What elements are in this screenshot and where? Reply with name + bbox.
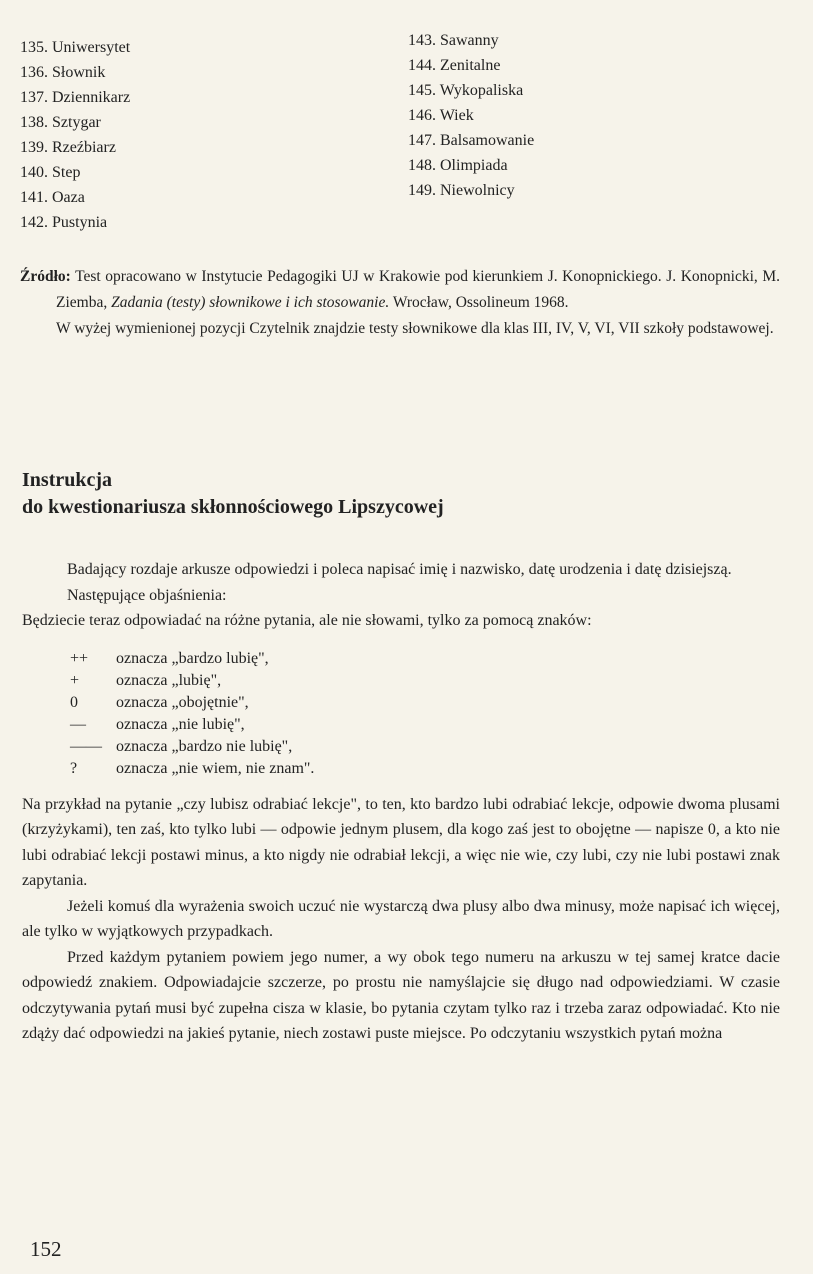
- source-text: Test opracowano w Instytucie Pedagogiki UJ w Krakowie pod kierunkiem J. Konopnickiego. J. Konopnicki, M. Ziemba,: [56, 268, 780, 311]
- legend-text: oznacza „bardzo lubię",: [116, 649, 269, 667]
- list-item: 149. Niewolnicy: [408, 182, 515, 199]
- paragraph: Przed każdym pytaniem powiem jego numer, a wy obok tego numeru na arkuszu w tej samej kratce dacie odpowiedź znakiem. Odpowiadajcie szczerze, po prostu nie namyślajcie się długo nad odpowiedziami. W czasie odczytywania pytań musi być zupełna cisza w klasie, bo pytania czytam tylko raz i trzeba zaraz odpowiadać. Kto nie zdąży dać odpowiedzi na jakieś pytanie, niech zostawi puste miejsce. Po odczytaniu wszystkich pytań można: [22, 948, 780, 1042]
- legend-text: oznacza „nie lubię",: [116, 715, 245, 733]
- legend-row: [70, 692, 780, 714]
- word-list-left: [20, 35, 130, 235]
- legend-text: oznacza „lubię",: [116, 671, 222, 689]
- legend-row: [70, 714, 780, 736]
- legend-row: [70, 758, 780, 780]
- legend-symbol: ——: [70, 737, 102, 755]
- heading-line-2: do kwestionariusza skłonnościowego Lipszycowej: [22, 496, 444, 518]
- symbol-legend: [70, 648, 780, 780]
- list-item: 142. Pustynia: [20, 214, 108, 231]
- legend-row: [70, 648, 780, 670]
- legend-text: oznacza „nie wiem, nie znam".: [116, 759, 315, 777]
- list-item: 136. Słownik: [20, 64, 106, 81]
- legend-symbol: +: [70, 671, 80, 689]
- legend-text: oznacza „bardzo nie lubię",: [116, 737, 293, 755]
- list-item: 144. Zenitalne: [408, 57, 501, 74]
- source-citation: [20, 264, 780, 316]
- heading-line-1: Instrukcja: [22, 469, 113, 491]
- list-item: 147. Balsamowanie: [408, 132, 535, 149]
- list-item: 146. Wiek: [408, 107, 474, 124]
- legend-text: oznacza „obojętnie",: [116, 693, 249, 711]
- legend-row: [70, 670, 780, 692]
- paragraph: Jeżeli komuś dla wyrażenia swoich uczuć nie wystarczą dwa plusy albo dwa minusy, może napisać ich więcej, ale tylko w wyjątkowych przypadkach.: [22, 897, 780, 940]
- list-item: 148. Olimpiada: [408, 157, 508, 174]
- list-item: 138. Sztygar: [20, 114, 101, 131]
- paragraph: Na przykład na pytanie „czy lubisz odrabiać lekcje", to ten, kto bardzo lubi odrabiać lekcje, odpowie dwoma plusami (krzyżykami), ten zaś, kto tylko lubi — odpowie jednym plusem, dla kogo zaś jest to obojętne — napisze 0, a kto nie lubi odrabiać lekcji postawi minus, a kto nigdy nie odrabiał lekcji, a więc nie wie, czy lubi, czy nie lubi postawi znak zapytania.: [22, 795, 780, 889]
- source-publisher: Wrocław, Ossolineum 1968.: [389, 294, 569, 311]
- list-item: 141. Oaza: [20, 189, 85, 206]
- legend-symbol: ++: [70, 649, 89, 667]
- word-list-right: [408, 28, 534, 203]
- paragraph: Następujące objaśnienia:: [67, 586, 227, 604]
- list-item: 143. Sawanny: [408, 32, 499, 49]
- legend-symbol: 0: [70, 693, 78, 711]
- source-title: Zadania (testy) słownikowe i ich stosowanie.: [111, 294, 390, 311]
- source-remark: W wyżej wymienionej pozycji Czytelnik znajdzie testy słownikowe dla klas III, IV, V, VI, VII szkoły podstawowej.: [56, 320, 774, 337]
- paragraph: Będziecie teraz odpowiadać na różne pytania, ale nie słowami, tylko za pomocą znaków:: [22, 612, 592, 629]
- list-item: 135. Uniwersytet: [20, 39, 131, 56]
- page-number: 152: [30, 1237, 62, 1261]
- list-item: 145. Wykopaliska: [408, 82, 524, 99]
- legend-symbol: —: [70, 715, 86, 733]
- legend-symbol: ?: [70, 759, 78, 777]
- section-heading: [22, 467, 444, 521]
- list-item: 139. Rzeźbiarz: [20, 139, 116, 156]
- list-item: 140. Step: [20, 164, 81, 181]
- list-item: 137. Dziennikarz: [20, 89, 131, 106]
- paragraph: Badający rozdaje arkusze odpowiedzi i poleca napisać imię i nazwisko, datę urodzenia i datę dzisiejszą.: [67, 561, 732, 578]
- instruction-body: [22, 557, 780, 1047]
- legend-row: [70, 736, 780, 758]
- source-note: [20, 264, 780, 342]
- source-label: Źródło:: [20, 268, 71, 285]
